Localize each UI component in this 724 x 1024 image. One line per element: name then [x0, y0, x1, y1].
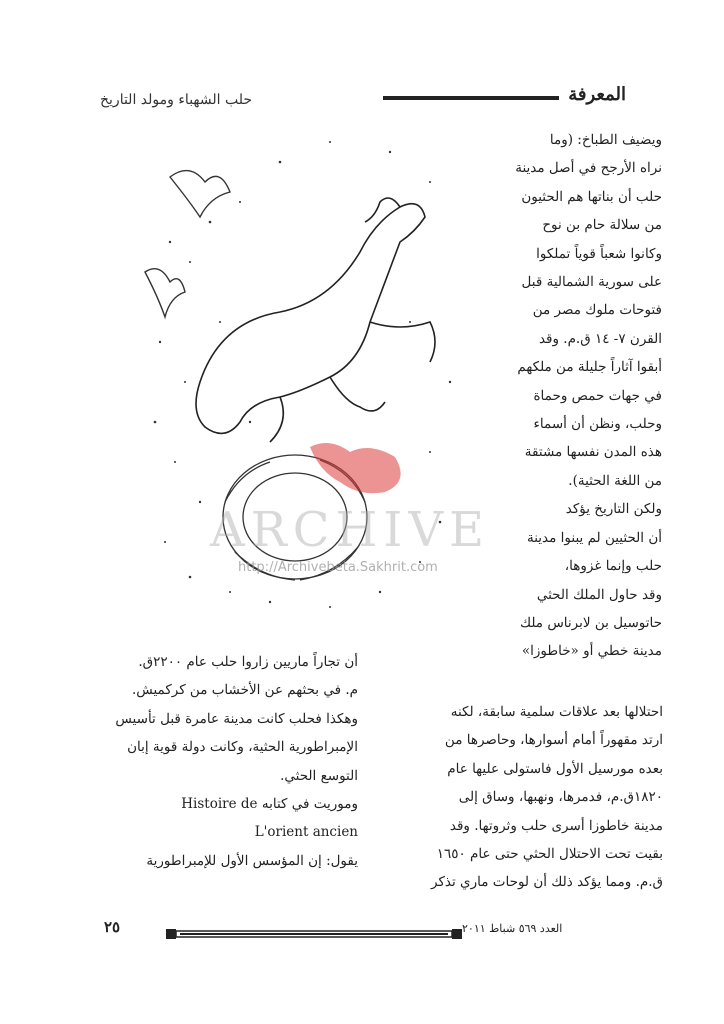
paragraph-line: وكانوا شعباً قوياً تملكوا — [536, 245, 662, 262]
paragraph-line: يقول: إن المؤسس الأول للإمبراطورية — [146, 852, 358, 869]
article-column-left — [105, 648, 358, 875]
paragraph-line: حلب أن بناتها هم الحثيون — [521, 188, 662, 205]
paragraph-line: ق.م. ومما يؤكد ذلك أن لوحات ماري تذكر — [431, 874, 663, 891]
paragraph-line: ولكن التاريخ يؤكد — [565, 501, 662, 518]
logo-text: المعرفة — [568, 84, 626, 105]
paragraph-line: من سلالة حام بن نوح — [542, 217, 662, 234]
paragraph-line: أن الحثيين لم يبنوا مدينة — [526, 529, 662, 546]
paragraph-line: أن تجاراً ماريين زاروا حلب عام ٢٢٠٠ق. — [138, 654, 358, 670]
paragraph-line: أبقوا آثاراً جليلة من ملكهم — [517, 359, 662, 376]
paragraph-line: التوسع الحثي. — [280, 767, 358, 784]
paragraph-line: ارتد مقهوراً أمام أسوارها، وحاصرها من — [444, 732, 663, 749]
paragraph-line: م. في بحثهم عن الأخشاب من كركميش. — [131, 682, 358, 699]
paragraph-line: من اللغة الحثية). — [568, 472, 662, 489]
article-column-right-top — [464, 126, 662, 666]
paragraph-line: الإمبراطورية الحثية، وكانت دولة قوية إبان — [127, 739, 358, 756]
paragraph-line: ويضيف الطباخ: (وما — [549, 132, 662, 148]
paragraph-line: L'orient ancien — [254, 824, 358, 841]
paragraph-line: وموريت في كتابه Histoire de — [181, 796, 358, 813]
bird-left — [145, 171, 230, 317]
paragraph-line: القرن ٧- ١٤ ق.م. وقد — [538, 330, 662, 347]
footer-ornament-bar — [166, 923, 462, 945]
watermark-url: http://Archivebeta.Sakhrit.com — [238, 560, 438, 575]
paragraph-line: بقيت تحت الاحتلال الحثي حتى عام ١٦٥٠ — [436, 846, 663, 863]
issue-info: العدد ٥٦٩ شباط ٢٠١١ — [462, 922, 563, 935]
horse-figure — [196, 198, 435, 442]
header-rule — [383, 96, 559, 100]
paragraph-line: حاتوسيل بن لابرناس ملك — [519, 614, 662, 631]
article-column-right-bottom — [383, 698, 663, 897]
page-number: ٢٥ — [104, 918, 121, 936]
paragraph-line: مدينة خاطوزا أسرى حلب وثروتها. وقد — [449, 817, 663, 834]
running-title: حلب الشهباء ومولد التاريخ — [100, 92, 253, 108]
paragraph-line: نراه الأرجح في أصل مدينة — [515, 160, 662, 177]
paragraph-line: بعده مورسيل الأول فاستولى عليها عام — [447, 760, 663, 777]
paragraph-line: وحلب، ونظن أن أسماء — [533, 416, 662, 433]
paragraph-line: مدينة خطي أو «خاطوزا» — [521, 643, 662, 660]
paragraph-line: ١٨٢٠ق.م، فدمرها، ونهبها، وساق إلى — [458, 789, 663, 806]
paragraph-line: في جهات حمص وحماة — [533, 387, 662, 404]
archive-watermark: ARCHIVE — [210, 502, 491, 558]
paragraph-line: وقد حاول الملك الحثي — [536, 586, 662, 603]
magazine-logo — [568, 76, 628, 110]
paragraph-line: على سورية الشمالية قبل — [521, 274, 662, 291]
paragraph-line: هذه المدن نفسها مشتقة — [524, 444, 662, 461]
paragraph-line: وهكذا فحلب كانت مدينة عامرة قبل تأسيس — [115, 710, 358, 727]
paragraph-line: احتلالها بعد علاقات سلمية سابقة، لكنه — [450, 704, 663, 720]
red-splash — [310, 443, 401, 493]
paragraph-line: حلب وإنما غزوها، — [564, 558, 662, 575]
paragraph-line: فتوحات ملوك مصر من — [532, 302, 662, 319]
